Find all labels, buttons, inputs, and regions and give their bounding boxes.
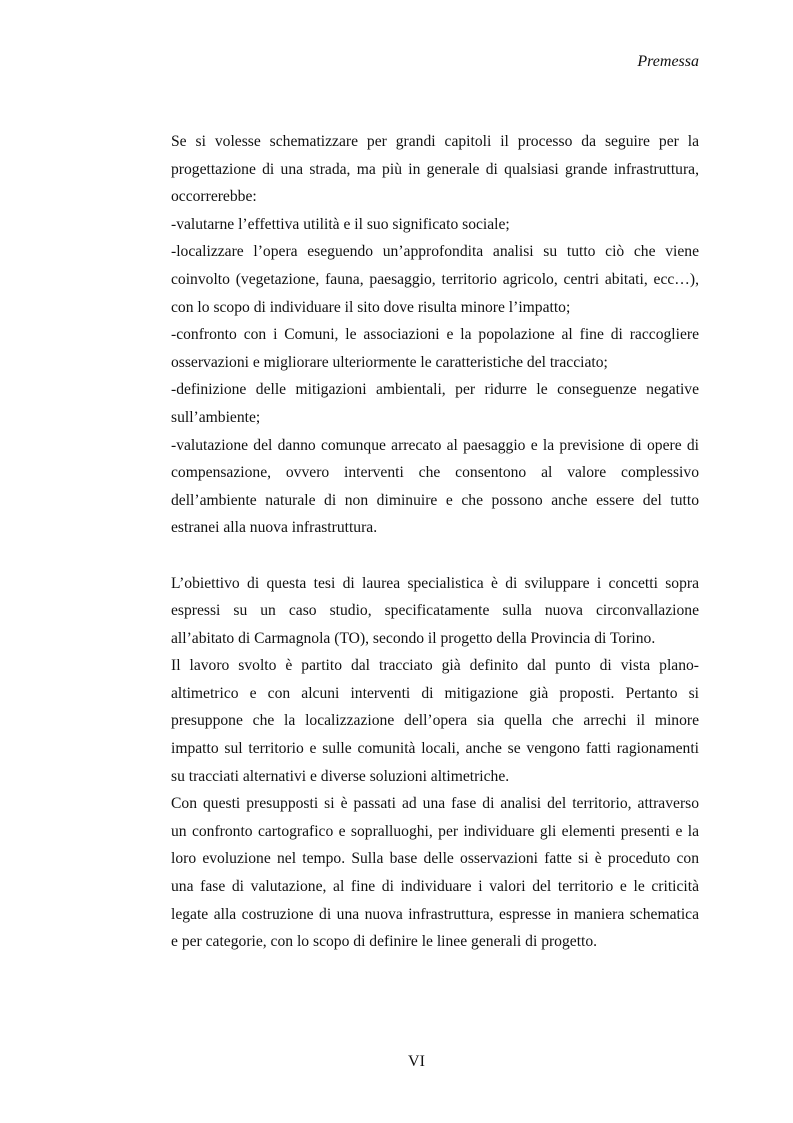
text-line: un confronto cartografico e sopralluoghi, per individuare gli elementi presenti e la: [171, 822, 699, 840]
list-item-localization: [171, 238, 699, 321]
list-item-consultation: [171, 321, 699, 376]
thesis-objective-paragraph: [171, 570, 699, 653]
text-line: occorrerebbe:: [171, 188, 257, 206]
text-line: Il lavoro svolto è partito dal tracciato già definito dal punto di vista plano-: [171, 657, 699, 675]
text-line: loro evoluzione nel tempo. Sulla base delle osservazioni fatte si è proceduto con: [171, 850, 699, 868]
text-line: -valutarne l’effettiva utilità e il suo significato sociale;: [171, 215, 510, 233]
page-number: VI: [408, 1053, 425, 1070]
list-item-utility: [171, 211, 699, 239]
text-line: e per categorie, con lo scopo di definire le linee generali di progetto.: [171, 933, 598, 951]
text-line: Se si volesse schematizzare per grandi capitoli il processo da seguire per la: [171, 133, 699, 150]
text-line: sull’ambiente;: [171, 408, 261, 426]
text-line: osservazioni e migliorare ulteriormente le caratteristiche del tracciato;: [171, 353, 608, 371]
body-text: [171, 128, 699, 956]
text-line: progettazione di una strada, ma più in generale di qualsiasi grande infrastruttura,: [171, 160, 699, 178]
text-line: estranei alla nuova infrastruttura.: [171, 519, 378, 537]
paragraph-gap: [171, 542, 699, 570]
text-line: compensazione, ovvero interventi che consentono al valore complessivo: [171, 464, 699, 482]
text-line: -valutazione del danno comunque arrecato al paesaggio e la previsione di opere di: [171, 436, 699, 454]
text-line: L’obiettivo di questa tesi di laurea specialistica è di sviluppare i concetti sopra: [171, 574, 699, 592]
intro-paragraph: [171, 128, 699, 211]
text-line: su tracciati alternativi e diverse soluzioni altimetriche.: [171, 767, 510, 785]
text-line: presuppone che la localizzazione dell’opera sia quella che arrechi il minore: [171, 712, 699, 730]
list-item-compensation: [171, 432, 699, 542]
text-line: dell’ambiente naturale di non diminuire e che possono anche essere del tutto: [171, 491, 699, 509]
text-line: all’abitato di Carmagnola (TO), secondo il progetto della Provincia di Torino.: [171, 629, 656, 647]
text-line: espressi su un caso studio, specificatamente sulla nuova circonvallazione: [171, 602, 699, 620]
text-line: impatto sul territorio e sulle comunità locali, anche se vengono fatti ragionamenti: [171, 740, 699, 758]
text-line: una fase di valutazione, al fine di individuare i valori del territorio e le criticità: [171, 878, 699, 896]
text-line: -localizzare l’opera eseguendo un’approfondita analisi su tutto ciò che viene: [171, 243, 699, 261]
running-header: Premessa: [637, 53, 699, 70]
text-line: altimetrico e con alcuni interventi di mitigazione già proposti. Pertanto si: [171, 684, 699, 702]
analysis-paragraph: [171, 790, 699, 956]
work-done-paragraph: [171, 652, 699, 790]
text-line: Con questi presupposti si è passati ad una fase di analisi del territorio, attraverso: [171, 795, 699, 813]
text-line: con lo scopo di individuare il sito dove risulta minore l’impatto;: [171, 298, 571, 316]
text-line: coinvolto (vegetazione, fauna, paesaggio, territorio agricolo, centri abitati, ecc…),: [171, 270, 699, 288]
list-item-mitigation: [171, 376, 699, 431]
text-line: -definizione delle mitigazioni ambientali, per ridurre le conseguenze negative: [171, 381, 699, 399]
text-line: legate alla costruzione di una nuova infrastruttura, espresse in maniera schematica: [171, 905, 699, 923]
text-line: -confronto con i Comuni, le associazioni e la popolazione al fine di raccogliere: [171, 326, 699, 344]
